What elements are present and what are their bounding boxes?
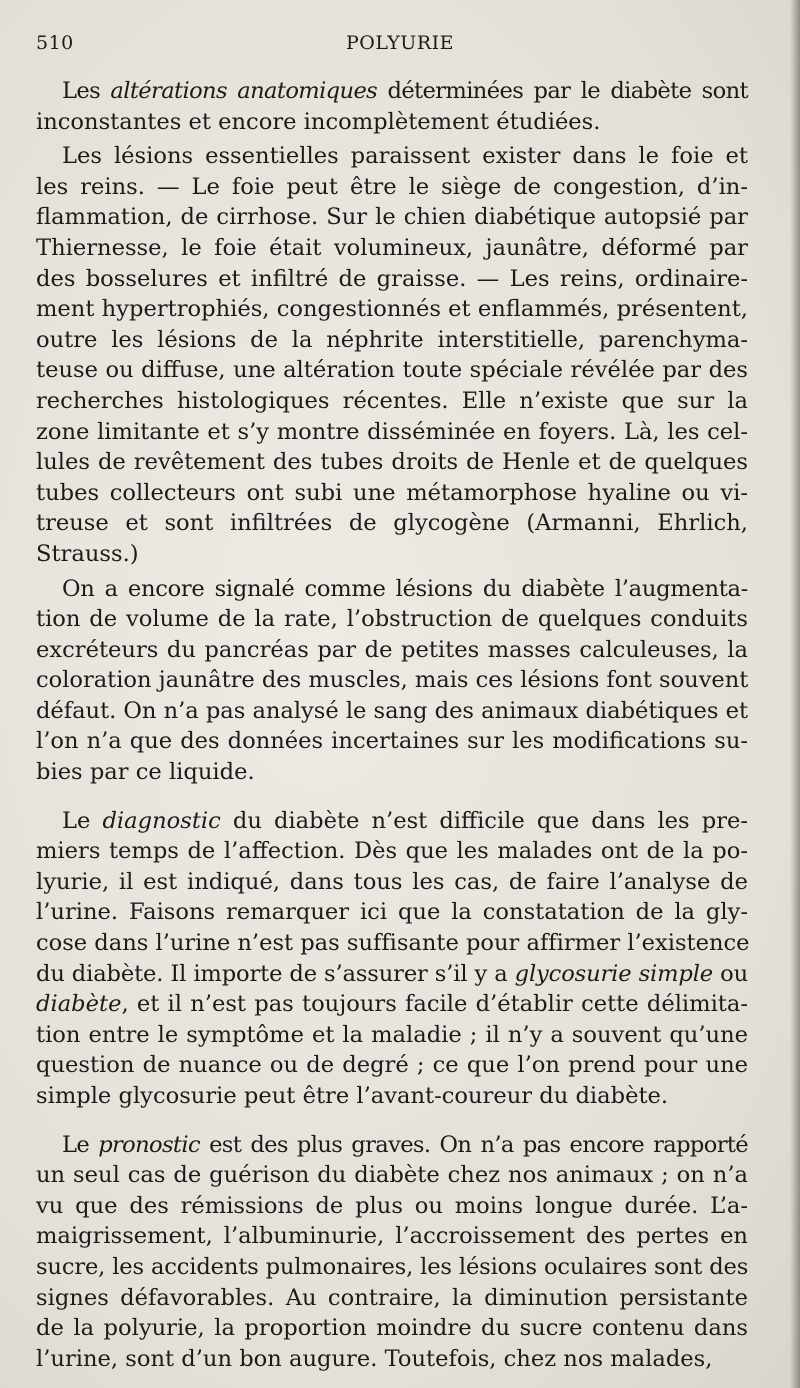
text-run: question de nuance ou de degré ; ce que l’on prend pour une <box>36 1052 748 1079</box>
text-run: outre les lésions de la néphrite interstitielle, parenchyma- <box>36 326 748 353</box>
text-run: signes défavorables. Au contraire, la diminution persistante <box>36 1284 748 1311</box>
italic-term: diagnostic <box>102 807 221 834</box>
text-line <box>36 478 748 509</box>
text-run: excréteurs du pancréas par de petites masses calculeuses, la <box>36 636 748 663</box>
text-line <box>36 107 748 138</box>
text-run: lyurie, il est indiqué, dans tous les cas, de faire l’analyse de <box>36 868 748 895</box>
text-run: Strauss.) <box>36 540 139 567</box>
text-line <box>36 417 748 448</box>
text-line <box>36 264 748 295</box>
text-line <box>36 1191 748 1222</box>
text-line <box>36 1050 748 1081</box>
text-run: est des plus graves. On n’a pas encore rapporté <box>199 1131 748 1158</box>
paragraph <box>36 1130 748 1375</box>
text-run: recherches histologiques récentes. Elle n’existe que sur la <box>36 387 748 414</box>
text-run: les reins. — Le foie peut être le siège de congestion, d’in- <box>36 173 748 200</box>
text-line <box>36 1313 748 1344</box>
paragraph <box>36 806 748 1112</box>
text-run: Thiernesse, le foie était volumineux, jaunâtre, déformé par <box>36 234 748 261</box>
text-run: bies par ce liquide. <box>36 759 255 786</box>
italic-term: altérations anatomiques <box>110 78 378 104</box>
italic-term: diabète <box>36 991 122 1018</box>
text-line <box>36 386 748 417</box>
text-run: teuse ou diffuse, une altération toute spéciale révélée par des <box>36 357 748 384</box>
text-run: de la polyurie, la proportion moindre du sucre contenu dans <box>36 1315 748 1342</box>
text-line <box>36 76 748 107</box>
text-run: Le <box>62 807 103 834</box>
text-line <box>36 1283 748 1314</box>
text-run: des bosselures et infiltré de graisse. — Les reins, ordinaire- <box>36 265 748 292</box>
body-text <box>36 76 748 1374</box>
text-line <box>36 867 748 898</box>
text-run: l’urine, sont d’un bon augure. Toutefois, chez nos malades, <box>36 1345 713 1372</box>
text-run: simple glycosurie peut être l’avant-coureur du diabète. <box>36 1083 669 1109</box>
text-run: miers temps de l’affection. Dès que les malades ont de la po- <box>36 838 748 865</box>
text-run: On a encore signalé comme lésions du diabète l’augmenta- <box>62 575 748 602</box>
text-line <box>36 233 748 264</box>
text-run: treuse et sont infiltrées de glycogène (Armanni, Ehrlich, <box>36 510 748 537</box>
text-line <box>36 959 748 990</box>
text-line <box>36 757 748 788</box>
text-line <box>36 141 748 172</box>
text-line <box>36 897 748 928</box>
text-run: défaut. On n’a pas analysé le sang des animaux diabétiques et <box>36 697 748 724</box>
text-line <box>36 665 748 696</box>
italic-term: glycosurie simple <box>514 960 714 987</box>
text-run: tion entre le symptôme et la maladie ; il n’y a souvent qu’une <box>36 1021 748 1048</box>
text-run: l’urine. Faisons remarquer ici que la constatation de la gly- <box>36 899 748 926</box>
page-number: 510 <box>36 32 74 54</box>
text-line <box>36 325 748 356</box>
text-run: cose dans l’urine n’est pas suffisante pour affirmer l’existence <box>36 930 750 957</box>
text-run: tion de volume de la rate, l’obstruction de quelques conduits <box>36 606 748 633</box>
text-run: zone limitante et s’y montre disséminée en foyers. Là, les cel- <box>36 418 748 445</box>
text-run: maigrissement, l’albuminurie, l’accroissement des pertes en <box>36 1223 748 1250</box>
text-run: tubes collecteurs ont subi une métamorphose hyaline ou vi- <box>36 479 748 506</box>
text-run: coloration jaunâtre des muscles, mais ces lésions font souvent <box>36 667 749 694</box>
text-line <box>36 696 748 727</box>
text-line <box>36 806 748 837</box>
paragraph <box>36 141 748 569</box>
text-line <box>36 1081 748 1112</box>
page-header <box>36 32 764 58</box>
text-line <box>36 635 748 666</box>
paragraph <box>36 76 748 137</box>
text-line <box>36 202 748 233</box>
text-line <box>36 1130 748 1161</box>
text-run: Les lésions essentielles paraissent exister dans le foie et <box>62 143 748 170</box>
text-line <box>36 1160 748 1191</box>
running-head: POLYURIE <box>346 32 454 54</box>
text-run: du diabète n’est difficile que dans les pre- <box>220 807 748 834</box>
italic-term: pronostic <box>98 1131 200 1158</box>
text-run: lules de revêtement des tubes droits de Henle et de quelques <box>36 449 748 476</box>
text-run: sucre, les accidents pulmonaires, les lésions oculaires sont des <box>36 1253 749 1280</box>
text-line <box>36 726 748 757</box>
text-line <box>36 928 748 959</box>
text-line <box>36 836 748 867</box>
text-line <box>36 989 748 1020</box>
text-run: ou <box>713 960 748 987</box>
text-line <box>36 447 748 478</box>
text-run: , et il n’est pas toujours facile d’établir cette délimita- <box>121 991 748 1018</box>
text-line <box>36 355 748 386</box>
paragraph <box>36 574 748 788</box>
text-run: inconstantes et encore incomplètement étudiées. <box>36 108 601 135</box>
text-line <box>36 508 748 539</box>
text-run: Les <box>62 78 111 104</box>
text-line <box>36 1344 748 1375</box>
text-line <box>36 1252 748 1283</box>
text-line <box>36 539 748 570</box>
text-run: un seul cas de guérison du diabète chez nos animaux ; on n’a <box>36 1162 748 1189</box>
text-run: Le <box>62 1131 99 1158</box>
page-edge-shadow <box>790 0 800 1388</box>
text-run: ment hypertrophiés, congestionnés et enflammés, présentent, <box>36 296 748 323</box>
text-line <box>36 172 748 203</box>
text-run: flammation, de cirrhose. Sur le chien diabétique autopsié par <box>36 204 748 231</box>
text-line <box>36 294 748 325</box>
text-run: vu que des rémissions de plus ou moins longue durée. L’a- <box>36 1192 748 1219</box>
text-line <box>36 1020 748 1051</box>
text-run: l’on n’a que des données incertaines sur les modifications su- <box>36 728 748 755</box>
text-run: du diabète. Il importe de s’assurer s’il y a <box>36 960 515 987</box>
text-line <box>36 574 748 605</box>
text-line <box>36 1221 748 1252</box>
text-line <box>36 604 748 635</box>
text-run: déterminées par le diabète sont <box>377 78 748 104</box>
